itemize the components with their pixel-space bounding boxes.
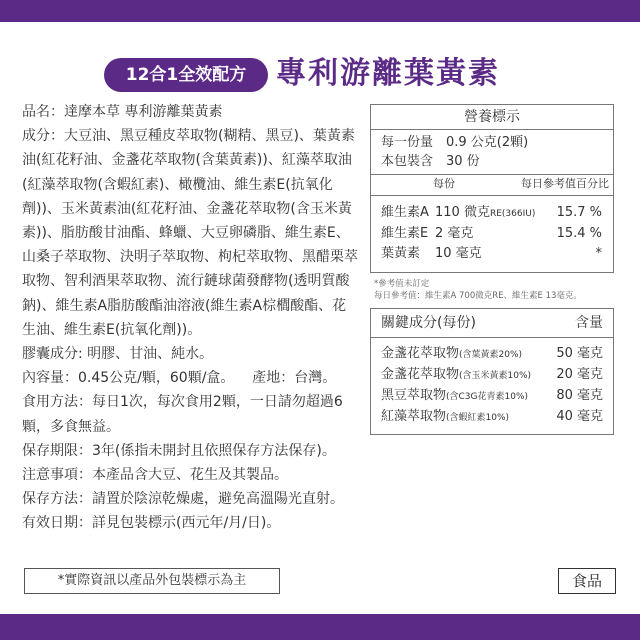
nutrition-title: 營養標示 [371,105,613,130]
capsule-ingredients: 膠囊成分: 明膠、甘油、純水。 [22,346,214,363]
key-ingredient-name: 金盞花萃取物(含玉米黃素10%) [381,367,532,382]
nutrient-name: 維生素A [381,205,429,220]
key-ingredient-name: 金盞花萃取物(含葉黃素20%) [381,346,523,361]
footnote-daily-values: 每日參考值：維生素A 700微克RE、維生素E 13毫克。 [374,291,582,301]
nutrition-rows [371,196,613,272]
nutrient-dv: * [595,246,602,261]
nutrient-amount: 2 毫克 [435,226,474,241]
key-ingredient-amount: 20 毫克 [556,367,603,382]
footnote-undefined: *參考值未訂定 [374,279,430,289]
serving-value: 0.9 公克(2顆) [446,135,529,150]
origin: 產地：台灣。 [252,370,337,387]
key-ingredients-header [371,309,613,338]
key-ingredient-row [371,407,613,428]
key-ingredient-row [371,386,613,407]
key-ingredients-table [370,308,614,435]
product-title: 專利游離葉黃素 [276,56,500,91]
serving-size-row [371,130,613,152]
storage-method: 保存方法：請置於陰涼乾燥處，避免高溫陽光直射。 [22,491,344,508]
caution-notice: 注意事項：本產品含大豆、花生及其製品。 [22,467,288,484]
nutrition-facts-table [370,104,614,273]
header [0,22,640,100]
nutrient-name: 維生素E [381,226,429,241]
bottom-purple-bar [0,614,640,640]
usage-instructions: 食用方法：每日1次，每次食用2顆，一日請勿超過6顆，多食無益。 [22,394,343,435]
nutrient-amount: 10 毫克 [435,246,482,261]
nutrient-row [371,203,613,224]
nutrient-dv: 15.7 % [556,205,602,220]
product-info-text [22,100,360,536]
servings-per-pack-row [371,152,613,174]
food-badge: 食品 [558,568,616,594]
content-origin-line [22,366,360,390]
key-ingredient-name: 黑豆萃取物(含C3G花青素10%) [381,388,529,403]
top-purple-bar [0,0,640,22]
key-ingredient-row [371,344,613,365]
ingredients-text: 成分：大豆油、黑豆種皮萃取物(糊精、黑豆)、葉黃素油(紅花籽油、金盞花萃取物(含葉黃素))、紅藻萃取油(紅藻萃取物(含蝦紅素)、橄欖油、維生素E(抗氧化劑))、玉米黃素油(紅花籽油、金盞花萃取物(含玉米黃素))、脂肪酸甘油酯、蜂蠟、大豆卵磷脂、維生素E、山桑子萃取物、決明子萃取物、枸杞萃取物、黑醋栗萃取物、智利酒果萃取物、流行鏈球菌發酵物(透明質酸鈉)、維生素A脂肪酸酯油溶液(維生素A棕櫚酸酯、花生油、維生素E(抗氧化劑))。 [22,128,358,338]
expiry-date: 有效日期：詳見包裝標示(西元年/月/日)。 [22,515,281,532]
product-name: 品名：達摩本草 專利游離葉黃素 [22,104,223,120]
nutrient-row [371,244,613,264]
key-ingredient-amount: 40 毫克 [556,409,603,424]
servings-label: 本包裝含 [381,154,434,169]
key-ingredient-row [371,365,613,386]
key-ingredient-amount: 80 毫克 [556,388,603,403]
col-daily-value: 每日參考值百分比 [521,177,609,190]
nutrient-name: 葉黃素 [381,246,421,261]
serving-label: 每一份量 [381,135,434,150]
nutrient-row [371,224,613,244]
servings-value: 30 份 [446,154,480,169]
nutrient-amount: 110 微克RE(366IU) [435,205,536,220]
right-panel [370,104,614,435]
col-per-serving: 每份 [433,177,455,190]
key-ingredients-col-amount: 含量 [575,315,603,331]
nutrient-dv: 15.4 % [556,226,602,241]
key-ingredient-amount: 50 毫克 [556,346,603,361]
key-ingredients-title: 關鍵成分(每份) [381,315,476,331]
key-ingredient-name: 紅藻萃取物(含蝦紅素10%) [381,409,510,424]
key-ingredients-rows [371,338,613,434]
formula-pill-badge: 12合1全效配方 [104,58,268,92]
content-amount: 內容量：0.45公克/顆，60顆/盒。 [22,370,235,387]
packaging-disclaimer: *實際資訊以產品外包裝標示為主 [24,568,280,594]
shelf-life: 保存期限：3年(係指未開封且依照保存方法保存)。 [22,442,336,459]
nutrition-column-header [371,174,613,196]
